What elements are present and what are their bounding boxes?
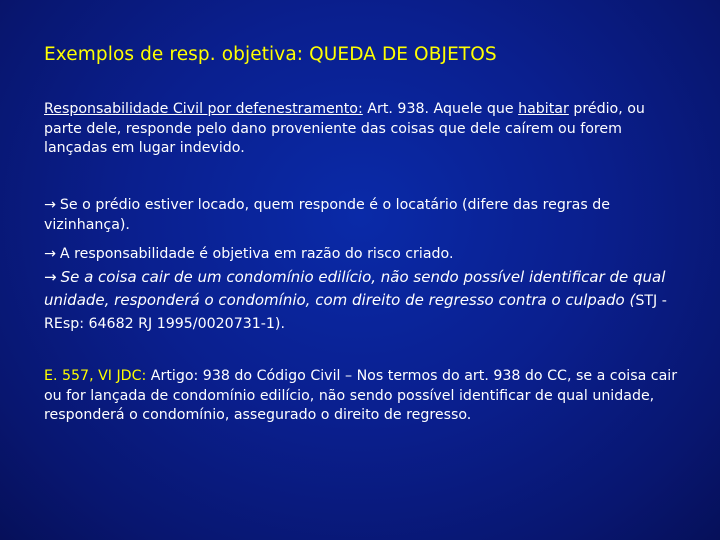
paragraph-label: Responsabilidade Civil por defenestramento: (44, 101, 363, 117)
arrow-icon: → (44, 197, 56, 213)
arrow-icon: → (44, 246, 56, 262)
paragraph-text: Se o prédio estiver locado, quem responde é o locatário (difere das regras de vizinhança). (44, 197, 611, 233)
paragraph-text: Art. 938. Aquele que (362, 101, 519, 117)
arrow-icon: → (44, 268, 57, 286)
paragraph-text: A responsabilidade é objetiva em razão do risco criado. (59, 246, 454, 262)
paragraph-locado (44, 196, 680, 235)
paragraph-text: Artigo: 938 do Código Civil – Nos termos do art. 938 do CC, se a coisa cair ou for lançada de condomínio edilício, não sendo possível identificar de qual unidade, responderá o condomínio, assegurado o direito de regresso. (44, 368, 678, 423)
slide-title: Exemplos de resp. objetiva: QUEDA DE OBJETOS (44, 44, 497, 65)
citation: STJ - REsp: 64682 RJ 1995/0020731-1). (44, 292, 667, 332)
paragraph-defenestramento (44, 100, 680, 159)
paragraph-enunciado (44, 367, 680, 426)
paragraph-text: prédio, ou parte dele, responde pelo dano proveniente das coisas que dele caírem ou forem lançadas em lugar indevido. (44, 101, 645, 156)
paragraph-risco (44, 245, 680, 265)
enunciado-label: E. 557, VI JDC: (44, 368, 147, 384)
paragraph-text: Se a coisa cair de um condomínio edilício, não sendo possível identificar de qual unidade, responderá o condomínio, com direito de regresso contra o culpado ( (44, 268, 666, 309)
underlined-word: habitar (518, 101, 569, 117)
paragraph-condominio (44, 266, 680, 336)
